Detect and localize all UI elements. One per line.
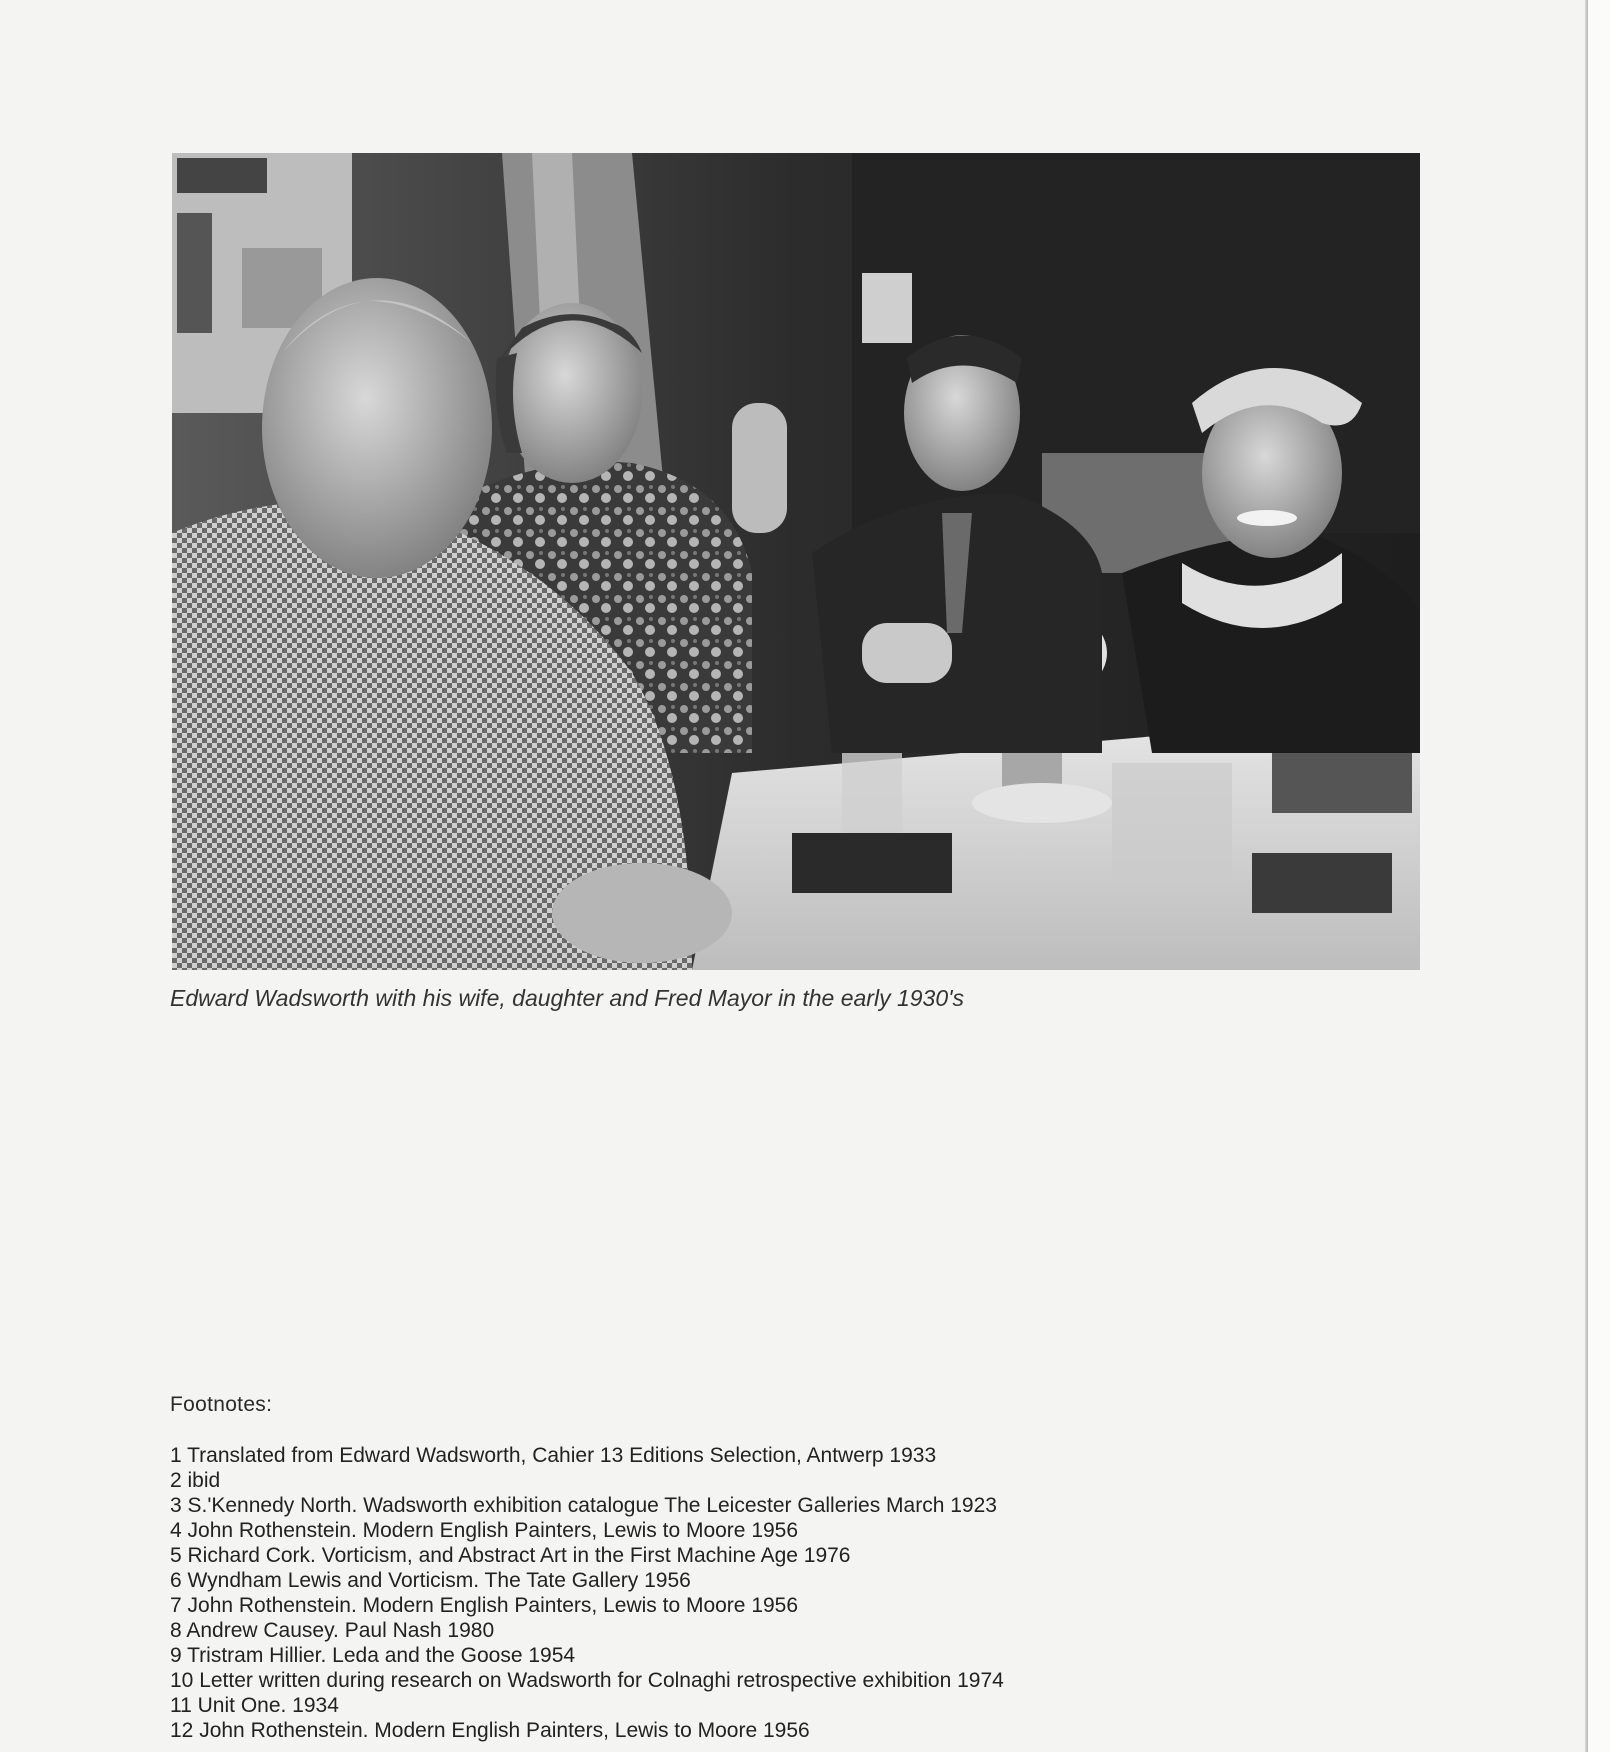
photo-illustration — [172, 153, 1420, 970]
footnote-item: 1 Translated from Edward Wadsworth, Cahier 13 Editions Selection, Antwerp 1933 — [170, 1444, 937, 1467]
footnote-item: 10 Letter written during research on Wadsworth for Colnaghi retrospective exhibition 1974 — [170, 1669, 1004, 1692]
footnote-item: 5 Richard Cork. Vorticism, and Abstract Art in the First Machine Age 1976 — [170, 1544, 851, 1567]
footnote-item: 8 Andrew Causey. Paul Nash 1980 — [170, 1619, 495, 1642]
page-edge — [1585, 0, 1588, 1752]
footnote-list — [170, 1443, 1004, 1743]
footnote-item: 3 S.'Kennedy North. Wadsworth exhibition catalogue The Leicester Galleries March 1923 — [170, 1494, 997, 1517]
footnote-item: 6 Wyndham Lewis and Vorticism. The Tate Gallery 1956 — [170, 1569, 691, 1592]
footnote-item: 9 Tristram Hillier. Leda and the Goose 1954 — [170, 1644, 576, 1667]
page-margin — [1588, 0, 1610, 1752]
group-photograph — [172, 153, 1420, 970]
footnote-item: 7 John Rothenstein. Modern English Painters, Lewis to Moore 1956 — [170, 1594, 799, 1617]
footnote-item: 2 ibid — [170, 1469, 221, 1492]
photo-caption: Edward Wadsworth with his wife, daughter and Fred Mayor in the early 1930's — [170, 985, 965, 1011]
footnote-item: 12 John Rothenstein. Modern English Painters, Lewis to Moore 1956 — [170, 1719, 810, 1742]
footnotes-heading: Footnotes: — [170, 1393, 273, 1416]
footnote-item: 4 John Rothenstein. Modern English Painters, Lewis to Moore 1956 — [170, 1519, 799, 1542]
footnote-item: 11 Unit One. 1934 — [170, 1694, 339, 1717]
